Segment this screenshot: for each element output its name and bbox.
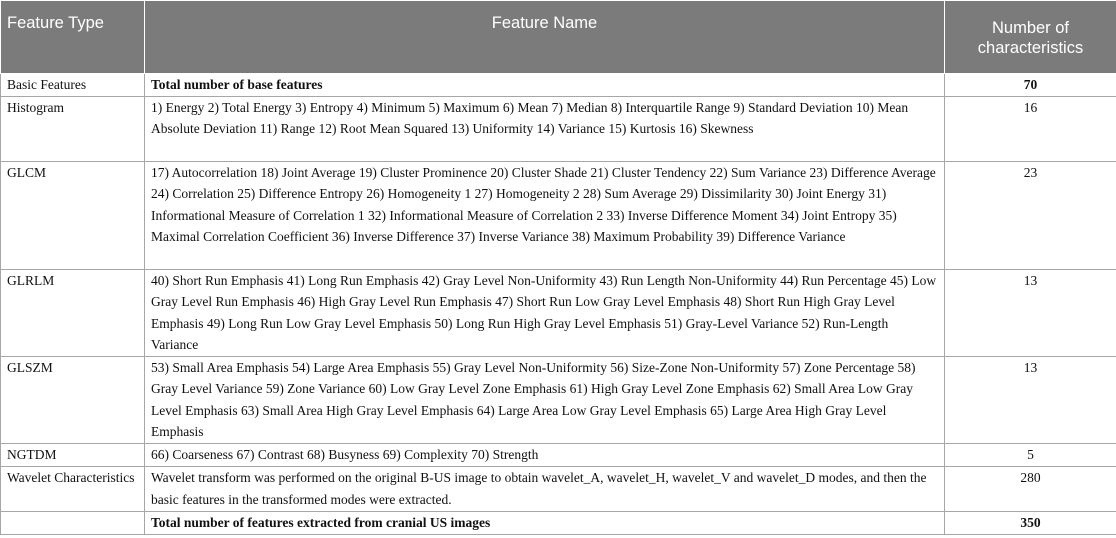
- row-feature-name: 40) Short Run Emphasis 41) Long Run Emphasis 42) Gray Level Non-Uniformity 43) Run Length Non-Uniformity 44) Run Percentage 45) Low Gray Level Run Emphasis 46) High Gray Level Run Emphasis 47) Short Run Low Gray Level Emphasis 48) Short Run High Gray Level Emphasis 49) Long Run Low Gray Level Emphasis 50) Long Run High Gray Level Emphasis 51) Gray-Level Variance 52) Run-Length Variance: [145, 270, 945, 357]
- table-row: [1, 270, 1116, 357]
- row-feature-name: Total number of base features: [145, 74, 945, 97]
- table-row: [1, 357, 1116, 444]
- table-row: [1, 74, 1116, 97]
- row-feature-type: GLSZM: [1, 357, 145, 444]
- header-feature-type: Feature Type: [1, 1, 145, 74]
- table-row: [1, 511, 1116, 534]
- row-feature-type: GLCM: [1, 162, 145, 270]
- row-feature-name: Total number of features extracted from cranial US images: [145, 511, 945, 534]
- row-count: 70: [945, 74, 1116, 97]
- table-row: [1, 467, 1116, 511]
- header-number-of-characteristics: [945, 1, 1116, 74]
- row-count: 5: [945, 444, 1116, 467]
- header-feature-name: Feature Name: [145, 1, 945, 74]
- row-feature-type: Basic Features: [1, 74, 145, 97]
- row-feature-name: 17) Autocorrelation 18) Joint Average 19) Cluster Prominence 20) Cluster Shade 21) Cluster Tendency 22) Sum Variance 23) Difference Average 24) Correlation 25) Difference Entropy 26) Homogeneity 1 27) Homogeneity 2 28) Sum Average 29) Dissimilarity 30) Joint Energy 31) Informational Measure of Correlation 1 32) Informational Measure of Correlation 2 33) Inverse Difference Moment 34) Joint Entropy 35) Maximal Correlation Coefficient 36) Inverse Difference 37) Inverse Variance 38) Maximum Probability 39) Difference Variance: [145, 162, 945, 270]
- row-count: 23: [945, 162, 1116, 270]
- row-feature-name: Wavelet transform was performed on the original B-US image to obtain wavelet_A, wavelet_H, wavelet_V and wavelet_D modes, and then the basic features in the transformed modes were extracted.: [145, 467, 945, 511]
- row-feature-type: [1, 511, 145, 534]
- row-feature-type: NGTDM: [1, 444, 145, 467]
- row-feature-name: 1) Energy 2) Total Energy 3) Entropy 4) Minimum 5) Maximum 6) Mean 7) Median 8) Interquartile Range 9) Standard Deviation 10) Mean Absolute Deviation 11) Range 12) Root Mean Squared 13) Uniformity 14) Variance 15) Kurtosis 16) Skewness: [145, 97, 945, 162]
- row-count: 16: [945, 97, 1116, 162]
- table-row: [1, 162, 1116, 270]
- row-feature-type: Wavelet Characteristics: [1, 467, 145, 511]
- row-count: 350: [945, 511, 1116, 534]
- row-feature-name: 66) Coarseness 67) Contrast 68) Busyness 69) Complexity 70) Strength: [145, 444, 945, 467]
- row-count: 13: [945, 270, 1116, 357]
- header-row: [1, 1, 1116, 74]
- header-count-line2: characteristics: [977, 39, 1084, 57]
- header-count-line1: Number of: [991, 19, 1070, 37]
- table-row: [1, 97, 1116, 162]
- row-feature-type: GLRLM: [1, 270, 145, 357]
- row-feature-name: 53) Small Area Emphasis 54) Large Area Emphasis 55) Gray Level Non-Uniformity 56) Size-Zone Non-Uniformity 57) Zone Percentage 58) Gray Level Variance 59) Zone Variance 60) Low Gray Level Zone Emphasis 61) High Gray Level Zone Emphasis 62) Small Area Low Gray Level Emphasis 63) Small Area High Gray Level Emphasis 64) Large Area Low Gray Level Emphasis 65) Large Area High Gray Level Emphasis: [145, 357, 945, 444]
- row-count: 280: [945, 467, 1116, 511]
- row-feature-type: Histogram: [1, 97, 145, 162]
- row-count: 13: [945, 357, 1116, 444]
- table-row: [1, 444, 1116, 467]
